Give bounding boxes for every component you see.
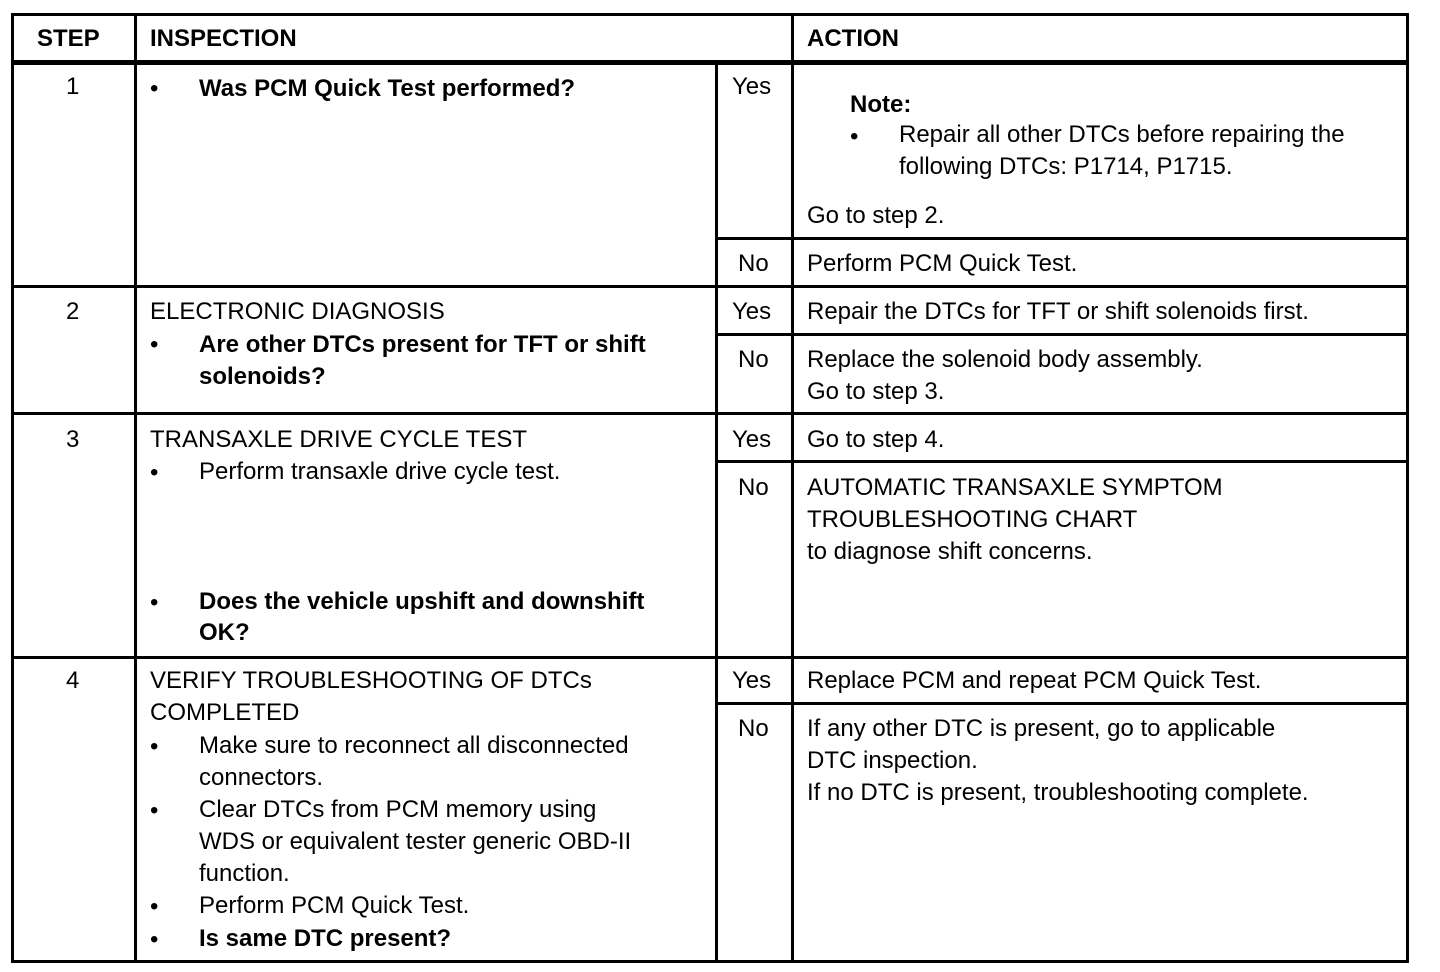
inspection-question: Was PCM Quick Test performed? bbox=[199, 75, 576, 102]
column-divider-step bbox=[134, 13, 137, 963]
inspection-step: Make sure to reconnect all disconnected bbox=[199, 732, 629, 759]
inspection-title: TRANSAXLE DRIVE CYCLE TEST bbox=[150, 426, 527, 453]
action-text: If any other DTC is present, go to applicable bbox=[807, 715, 1276, 742]
action-text: Perform PCM Quick Test. bbox=[807, 250, 1078, 277]
action-text: Go to step 4. bbox=[807, 426, 945, 453]
row-divider-3 bbox=[11, 656, 1409, 659]
yes-label: Yes bbox=[732, 298, 772, 325]
step-number: 3 bbox=[66, 426, 80, 453]
action-text: If no DTC is present, troubleshooting complete. bbox=[807, 779, 1309, 806]
inspection-step: Clear DTCs from PCM memory using bbox=[199, 796, 597, 823]
table-border-right bbox=[1406, 13, 1409, 963]
step-number: 1 bbox=[66, 73, 80, 100]
inspection-step: Perform transaxle drive cycle test. bbox=[199, 458, 561, 485]
inspection-step: Perform PCM Quick Test. bbox=[199, 892, 470, 919]
yes-label: Yes bbox=[732, 667, 772, 694]
header-inspection: INSPECTION bbox=[150, 25, 297, 52]
inspection-question: Is same DTC present? bbox=[199, 925, 452, 952]
header-step: STEP bbox=[37, 25, 100, 52]
note-label: Note: bbox=[850, 91, 912, 118]
table-border-bottom bbox=[11, 960, 1409, 963]
inspection-question: OK? bbox=[199, 619, 250, 646]
action-text: Repair the DTCs for TFT or shift solenoids first. bbox=[807, 298, 1309, 325]
action-text: Go to step 3. bbox=[807, 378, 945, 405]
action-text: Replace the solenoid body assembly. bbox=[807, 346, 1203, 373]
step-number: 2 bbox=[66, 298, 80, 325]
bullet: • bbox=[150, 589, 159, 616]
row1-yesno-divider bbox=[715, 237, 1409, 240]
note-text: following DTCs: P1714, P1715. bbox=[899, 153, 1233, 180]
header-action: ACTION bbox=[807, 25, 899, 52]
yes-label: Yes bbox=[732, 426, 772, 453]
row-divider-2 bbox=[11, 412, 1409, 415]
bullet: • bbox=[150, 733, 159, 760]
inspection-question: solenoids? bbox=[199, 363, 326, 390]
action-text: DTC inspection. bbox=[807, 747, 978, 774]
table-border-left bbox=[11, 13, 14, 963]
action-text: to diagnose shift concerns. bbox=[807, 538, 1093, 565]
action-text: TROUBLESHOOTING CHART bbox=[807, 506, 1138, 533]
column-divider-action bbox=[791, 13, 794, 963]
action-text: Replace PCM and repeat PCM Quick Test. bbox=[807, 667, 1262, 694]
no-label: No bbox=[738, 715, 769, 742]
bullet: • bbox=[850, 123, 859, 150]
bullet: • bbox=[150, 893, 159, 920]
troubleshooting-table bbox=[11, 13, 1409, 963]
bullet: • bbox=[150, 331, 159, 358]
table-border-top bbox=[11, 13, 1409, 16]
row3-yesno-divider bbox=[715, 460, 1409, 463]
inspection-title: ELECTRONIC DIAGNOSIS bbox=[150, 298, 445, 325]
inspection-step: function. bbox=[199, 860, 290, 887]
row2-yesno-divider bbox=[715, 333, 1409, 336]
step-number: 4 bbox=[66, 667, 80, 694]
bullet: • bbox=[150, 459, 159, 486]
inspection-question: Are other DTCs present for TFT or shift bbox=[199, 331, 646, 358]
row-divider-1 bbox=[11, 285, 1409, 288]
inspection-step: WDS or equivalent tester generic OBD-II bbox=[199, 828, 632, 855]
inspection-title: COMPLETED bbox=[150, 699, 300, 726]
column-divider-yesno bbox=[715, 63, 718, 963]
bullet: • bbox=[150, 797, 159, 824]
action-text: Go to step 2. bbox=[807, 202, 945, 229]
header-divider bbox=[11, 60, 1409, 65]
inspection-step: connectors. bbox=[199, 764, 324, 791]
bullet: • bbox=[150, 926, 159, 953]
inspection-title: VERIFY TROUBLESHOOTING OF DTCs bbox=[150, 667, 592, 694]
note-text: Repair all other DTCs before repairing the bbox=[899, 121, 1345, 148]
yes-label: Yes bbox=[732, 73, 772, 100]
bullet: • bbox=[150, 75, 159, 102]
row4-yesno-divider bbox=[715, 702, 1409, 705]
no-label: No bbox=[738, 346, 769, 373]
inspection-question: Does the vehicle upshift and downshift bbox=[199, 588, 645, 615]
no-label: No bbox=[738, 250, 769, 277]
action-text: AUTOMATIC TRANSAXLE SYMPTOM bbox=[807, 474, 1223, 501]
no-label: No bbox=[738, 474, 769, 501]
